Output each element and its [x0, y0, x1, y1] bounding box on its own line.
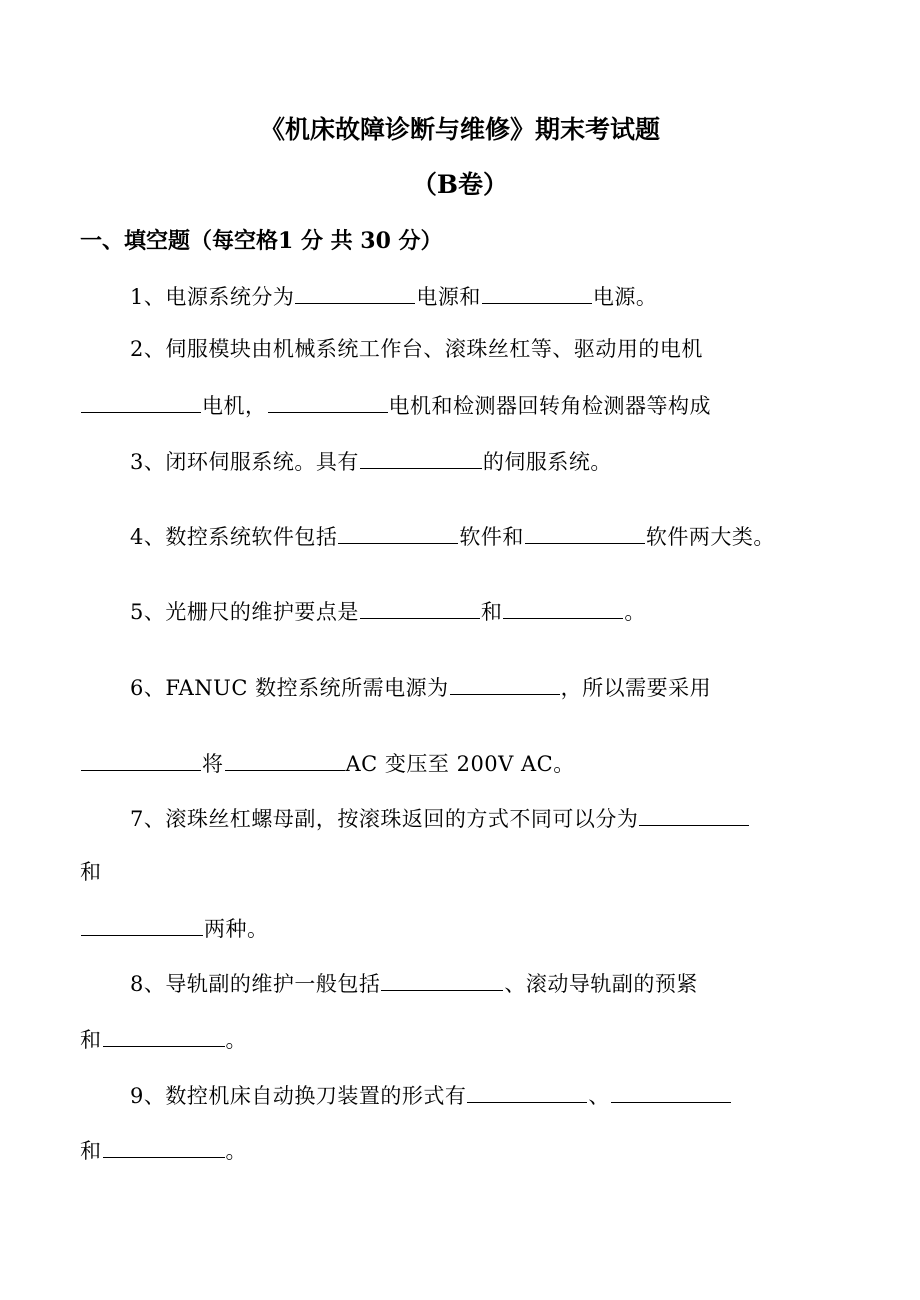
question-8-continued	[80, 1024, 247, 1055]
question-9	[130, 1080, 732, 1111]
exam-subtitle: （B卷）	[411, 170, 509, 199]
question-text: 5、光栅尺的维护要点是	[130, 600, 359, 624]
answer-blank	[482, 281, 592, 304]
question-text: 软件两大类。	[645, 525, 775, 549]
question-1	[130, 281, 657, 312]
question-4	[130, 521, 775, 552]
question-text: ，所以需要采用	[560, 676, 712, 700]
question-text: 和	[80, 860, 102, 884]
answer-blank	[103, 1135, 225, 1158]
answer-blank	[467, 1080, 587, 1103]
question-3	[130, 446, 612, 477]
question-text: 两种。	[204, 917, 269, 941]
question-text: 7、滚珠丝杠螺母副，按滚珠返回的方式不同可以分为	[130, 807, 639, 831]
question-9-continued	[80, 1135, 247, 1166]
question-text: 8、导轨副的维护一般包括	[130, 972, 381, 996]
answer-blank	[450, 672, 560, 695]
answer-blank	[225, 748, 345, 771]
question-text: 。	[225, 1028, 247, 1052]
answer-blank	[360, 596, 480, 619]
question-7	[130, 803, 750, 834]
question-2	[130, 334, 703, 364]
question-text: 3、闭环伺服系统。具有	[130, 450, 359, 474]
answer-blank	[503, 596, 623, 619]
answer-blank	[611, 1080, 731, 1103]
answer-blank	[81, 390, 201, 413]
question-text: 的伺服系统。	[482, 450, 612, 474]
question-text: 1、电源系统分为	[130, 285, 295, 309]
answer-blank	[103, 1024, 225, 1047]
answer-blank	[338, 521, 458, 544]
question-text: 4、数控系统软件包括	[130, 525, 338, 549]
question-text: 电机和检测器回转角检测器等构成	[388, 394, 711, 418]
question-7-continued-2	[80, 913, 269, 944]
question-text: 6、FANUC 数控系统所需电源为	[130, 676, 449, 700]
question-text: 。	[225, 1139, 247, 1163]
answer-blank	[381, 968, 503, 991]
answer-blank	[81, 913, 203, 936]
question-text: 。	[624, 600, 646, 624]
question-text: 将	[202, 752, 224, 776]
question-text: 软件和	[459, 525, 524, 549]
question-text: 、滚动导轨副的预紧	[504, 972, 698, 996]
answer-blank	[360, 446, 482, 469]
question-text: 电源和	[416, 285, 481, 309]
answer-blank	[639, 803, 749, 826]
answer-blank	[295, 281, 415, 304]
question-text: 和	[480, 600, 503, 624]
question-6	[130, 672, 711, 703]
question-2-continued	[80, 390, 711, 421]
question-8	[130, 968, 698, 999]
question-7-continued	[80, 857, 102, 887]
question-text: 电机，	[202, 394, 267, 418]
question-5	[130, 596, 646, 627]
question-text: 9、数控机床自动换刀装置的形式有	[130, 1084, 467, 1108]
answer-blank	[268, 390, 388, 413]
question-text: 电源。	[592, 285, 658, 309]
answer-blank	[525, 521, 645, 544]
question-text: 和	[80, 1139, 102, 1163]
question-text: 和	[80, 1028, 102, 1052]
question-text: AC 变压至 200V AC。	[345, 752, 575, 776]
section-heading-fill-in-blanks: 一、填空题（每空格1 分 共 30 分）	[80, 228, 443, 254]
exam-title: 《机床故障诊断与维修》期末考试题	[259, 115, 660, 144]
answer-blank	[81, 748, 201, 771]
question-text: 2、伺服模块由机械系统工作台、滚珠丝杠等、驱动用的电机	[130, 337, 703, 361]
question-6-continued	[80, 748, 575, 779]
question-text: 、	[588, 1084, 610, 1108]
